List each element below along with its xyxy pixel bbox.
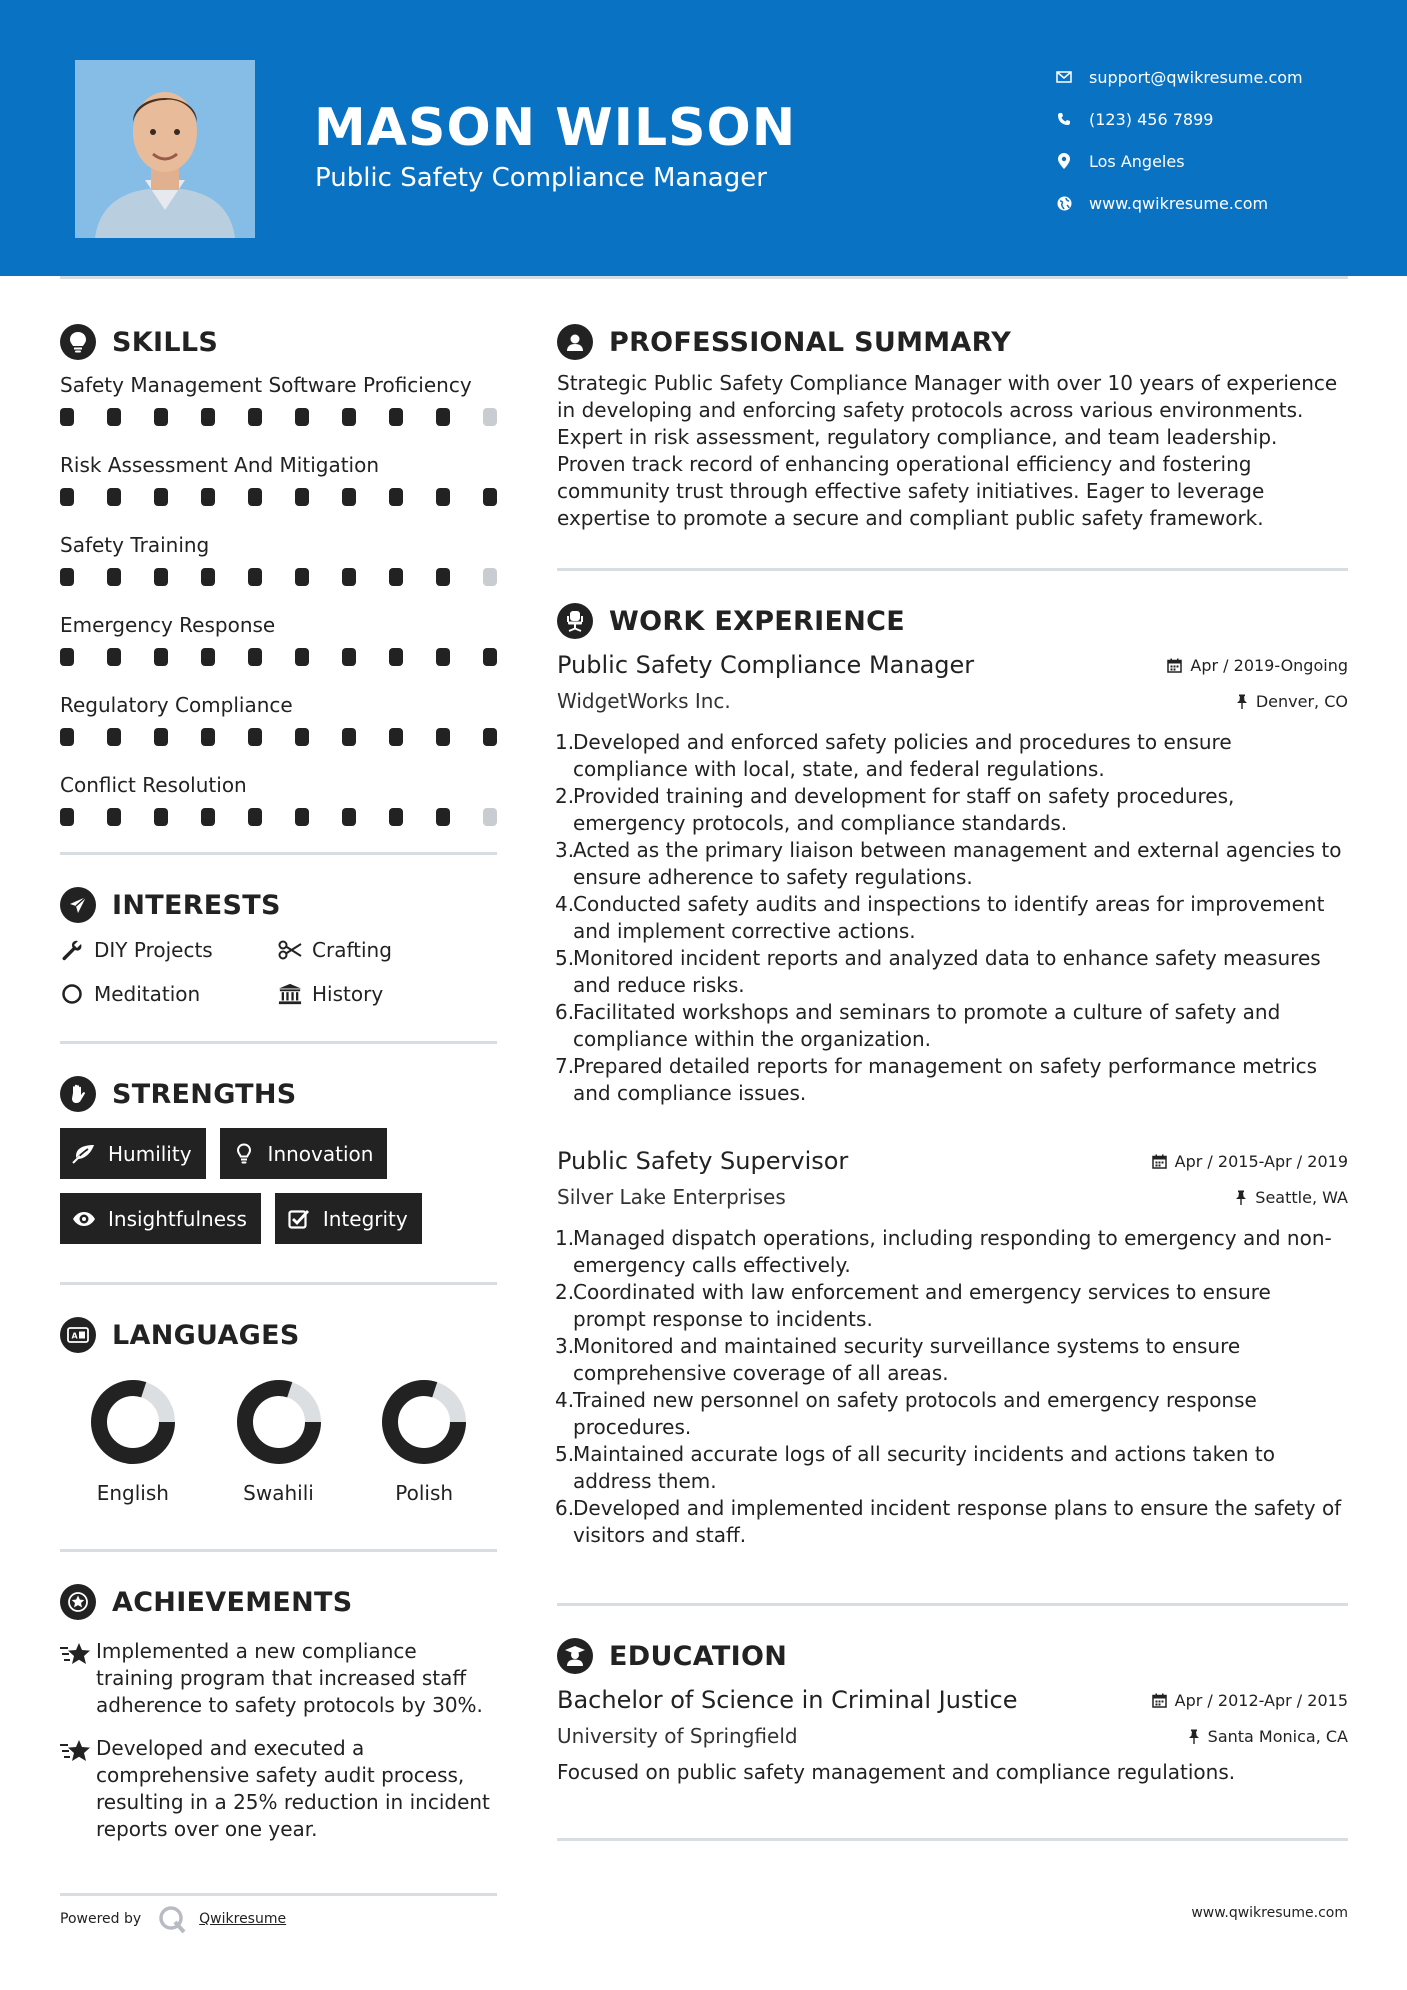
education-description: Focused on public safety management and compliance regulations. bbox=[557, 1760, 1236, 1784]
rating-dot-filled bbox=[107, 808, 121, 826]
rating-dot-filled bbox=[107, 728, 121, 746]
contact-website[interactable] bbox=[1055, 182, 1303, 224]
job-title: Public Safety Supervisor bbox=[557, 1147, 849, 1175]
bullet-number: 6. bbox=[555, 1000, 575, 1024]
rating-dot-filled bbox=[154, 808, 168, 826]
skill-rating bbox=[60, 640, 497, 684]
job-bullets bbox=[557, 1225, 1348, 1549]
pushpin-icon bbox=[1236, 694, 1248, 709]
rating-dot-filled bbox=[436, 808, 450, 826]
bullet-number: 5. bbox=[555, 946, 575, 970]
rating-dot-filled bbox=[389, 808, 403, 826]
strength-tag: Humility bbox=[60, 1128, 206, 1179]
contact-list bbox=[1055, 56, 1303, 224]
education-heading: EDUCATION bbox=[557, 1634, 1348, 1678]
bullet-number: 7. bbox=[555, 1054, 575, 1078]
job-entry bbox=[557, 1147, 1348, 1549]
skill-name: Conflict Resolution bbox=[60, 773, 247, 797]
rating-dot-filled bbox=[60, 408, 74, 426]
job-bullet: 5. Maintained accurate logs of all security incidents and actions taken to address them. bbox=[555, 1442, 1275, 1493]
interests-list bbox=[60, 937, 497, 1007]
rating-dot-filled bbox=[248, 648, 262, 666]
rating-dot-filled bbox=[436, 488, 450, 506]
rating-dot-filled bbox=[436, 728, 450, 746]
interest-item: Meditation bbox=[60, 981, 278, 1007]
rating-dot-filled bbox=[248, 488, 262, 506]
skill-item bbox=[60, 370, 497, 444]
paper-plane-icon bbox=[60, 887, 96, 923]
skill-item bbox=[60, 530, 497, 604]
rating-dot-filled bbox=[389, 648, 403, 666]
lightbulb-icon bbox=[60, 324, 96, 360]
rating-dot-filled bbox=[295, 728, 309, 746]
rating-dot-filled bbox=[436, 408, 450, 426]
rating-dot-filled bbox=[342, 808, 356, 826]
education-school-row bbox=[557, 1724, 1348, 1748]
achievements-heading: ACHIEVEMENTS bbox=[60, 1580, 497, 1624]
footer-website[interactable]: www.qwikresume.com bbox=[1191, 1905, 1348, 1921]
qwikresume-link[interactable]: Qwikresume bbox=[199, 1911, 287, 1927]
languages-list bbox=[60, 1377, 497, 1505]
rating-dot-filled bbox=[248, 728, 262, 746]
rating-dot-filled bbox=[107, 648, 121, 666]
rating-dot-filled bbox=[248, 808, 262, 826]
footer-powered-by: Powered by Qwikresume bbox=[60, 1904, 497, 1934]
strength-tag: Integrity bbox=[275, 1193, 422, 1244]
rating-dot-filled bbox=[295, 408, 309, 426]
rating-dot-filled bbox=[483, 648, 497, 666]
achievements-list bbox=[60, 1638, 497, 1843]
skill-rating bbox=[60, 800, 497, 844]
rating-dot-filled bbox=[60, 728, 74, 746]
skill-rating bbox=[60, 560, 497, 604]
summary-heading: PROFESSIONAL SUMMARY bbox=[557, 320, 1348, 364]
rating-dot-empty bbox=[483, 568, 497, 586]
star-badge-icon bbox=[60, 1584, 96, 1620]
contact-phone[interactable] bbox=[1055, 98, 1303, 140]
rating-dot-empty bbox=[483, 808, 497, 826]
section-divider bbox=[557, 568, 1348, 571]
candidate-title: Public Safety Compliance Manager bbox=[315, 163, 767, 193]
star-icon bbox=[60, 1638, 96, 1719]
job-title: Public Safety Compliance Manager bbox=[557, 651, 975, 679]
rating-dot-filled bbox=[389, 568, 403, 586]
left-column bbox=[60, 320, 497, 1843]
skills-heading: SKILLS bbox=[60, 320, 497, 364]
leaf-icon bbox=[72, 1142, 96, 1166]
language-card-icon bbox=[60, 1317, 96, 1353]
strengths-heading: STRENGTHS bbox=[60, 1072, 497, 1116]
graduate-icon bbox=[557, 1638, 593, 1674]
job-bullet: 7. Prepared detailed reports for management on safety performance metrics and compliance issues. bbox=[555, 1054, 1318, 1105]
wrench-icon bbox=[60, 938, 84, 962]
rating-dot-filled bbox=[60, 648, 74, 666]
circle-icon bbox=[60, 982, 84, 1006]
job-company: WidgetWorks Inc. bbox=[557, 689, 731, 713]
candidate-name: MASON WILSON bbox=[314, 98, 797, 158]
education-location: Santa Monica, CA bbox=[1188, 1727, 1348, 1746]
job-title-row bbox=[557, 1147, 1348, 1175]
interest-item: DIY Projects bbox=[60, 937, 278, 963]
scissors-icon bbox=[278, 938, 302, 962]
rating-dot-filled bbox=[295, 568, 309, 586]
skill-item bbox=[60, 450, 497, 524]
contact-location-text: Los Angeles bbox=[1089, 151, 1185, 171]
strength-tag: Insightfulness bbox=[60, 1193, 261, 1244]
job-bullet: 3. Monitored and maintained security surveillance systems to ensure comprehensive coverage of all areas. bbox=[555, 1334, 1241, 1385]
rating-dot-filled bbox=[389, 728, 403, 746]
skills-list bbox=[60, 370, 497, 844]
rating-dot-filled bbox=[342, 648, 356, 666]
job-bullet: 1. Developed and enforced safety policies and procedures to ensure compliance with local, state, and federal regulations. bbox=[555, 730, 1232, 781]
skill-name: Safety Management Software Proficiency bbox=[60, 373, 472, 397]
rating-dot-filled bbox=[483, 728, 497, 746]
rating-dot-filled bbox=[201, 568, 215, 586]
rating-dot-filled bbox=[60, 568, 74, 586]
contact-website-text: www.qwikresume.com bbox=[1089, 193, 1269, 213]
rating-dot-filled bbox=[201, 728, 215, 746]
contact-phone-text: (123) 456 7899 bbox=[1089, 109, 1214, 129]
skill-rating bbox=[60, 480, 497, 524]
star-icon bbox=[60, 1735, 96, 1843]
language-label: Swahili bbox=[243, 1481, 314, 1505]
language-donut bbox=[234, 1377, 324, 1467]
rating-dot-filled bbox=[201, 488, 215, 506]
job-bullet: 5. Monitored incident reports and analyzed data to enhance safety measures and reduce risks. bbox=[555, 946, 1321, 997]
right-column bbox=[557, 320, 1348, 1841]
rating-dot-filled bbox=[483, 488, 497, 506]
school: University of Springfield bbox=[557, 1724, 798, 1748]
skill-name: Safety Training bbox=[60, 533, 210, 557]
section-divider bbox=[60, 852, 497, 855]
bullet-number: 3. bbox=[555, 1334, 575, 1358]
contact-email-text: support@qwikresume.com bbox=[1089, 67, 1303, 87]
contact-email[interactable] bbox=[1055, 56, 1303, 98]
section-divider bbox=[60, 1041, 497, 1044]
footer-divider bbox=[60, 1893, 497, 1896]
rating-dot-filled bbox=[60, 808, 74, 826]
landmark-icon bbox=[278, 982, 302, 1006]
calendar-icon bbox=[1167, 658, 1182, 673]
section-divider bbox=[557, 1603, 1348, 1606]
job-date: Apr / 2015-Apr / 2019 bbox=[1152, 1152, 1348, 1171]
interest-item: History bbox=[278, 981, 497, 1007]
bullet-number: 3. bbox=[555, 838, 575, 862]
education-date: Apr / 2012-Apr / 2015 bbox=[1152, 1691, 1348, 1710]
rating-dot-filled bbox=[107, 568, 121, 586]
section-divider bbox=[557, 1838, 1348, 1841]
language-label: English bbox=[96, 1481, 169, 1505]
qwikresume-logo-icon bbox=[157, 1904, 187, 1934]
language-label: Polish bbox=[395, 1481, 454, 1505]
rating-dot-filled bbox=[107, 488, 121, 506]
globe-icon bbox=[1055, 194, 1073, 212]
bullet-number: 1. bbox=[555, 1226, 575, 1250]
rating-dot-filled bbox=[154, 488, 168, 506]
job-bullet: 1. Managed dispatch operations, including responding to emergency and non-emergency calls effectively. bbox=[555, 1226, 1332, 1277]
rating-dot-filled bbox=[201, 408, 215, 426]
language-donut bbox=[88, 1377, 178, 1467]
contact-location bbox=[1055, 140, 1303, 182]
eye-icon bbox=[72, 1207, 96, 1231]
achievement-item: Developed and executed a comprehensive safety audit process, resulting in a 25% reduction in incident reports over one year. bbox=[60, 1735, 497, 1843]
job-bullet: 2. Coordinated with law enforcement and emergency services to ensure prompt response to incidents. bbox=[555, 1280, 1271, 1331]
job-location: Denver, CO bbox=[1236, 692, 1348, 711]
skill-name: Regulatory Compliance bbox=[60, 693, 293, 717]
envelope-icon bbox=[1055, 68, 1073, 86]
rating-dot-filled bbox=[342, 568, 356, 586]
lightbulb-icon bbox=[232, 1142, 256, 1166]
rating-dot-filled bbox=[436, 648, 450, 666]
degree: Bachelor of Science in Criminal Justice bbox=[557, 1686, 1018, 1714]
skill-item bbox=[60, 770, 497, 844]
interests-heading: INTERESTS bbox=[60, 883, 497, 927]
experience-heading: WORK EXPERIENCE bbox=[557, 599, 1348, 643]
rating-dot-filled bbox=[154, 568, 168, 586]
rating-dot-filled bbox=[342, 488, 356, 506]
job-company-row bbox=[557, 689, 1348, 713]
jobs-list bbox=[557, 651, 1348, 1549]
achievement-item: Implemented a new compliance training program that increased staff adherence to safety protocols by 30%. bbox=[60, 1638, 497, 1719]
rating-dot-filled bbox=[295, 488, 309, 506]
rating-dot-filled bbox=[248, 568, 262, 586]
job-bullet: 4. Trained new personnel on safety protocols and emergency response procedures. bbox=[555, 1388, 1257, 1439]
skill-name: Emergency Response bbox=[60, 613, 276, 637]
education-title-row bbox=[557, 1686, 1348, 1714]
bullet-number: 6. bbox=[555, 1496, 575, 1520]
strength-tag: Innovation bbox=[220, 1128, 388, 1179]
skill-rating bbox=[60, 400, 497, 444]
job-bullet: 2. Provided training and development for staff on safety procedures, emergency protocols, and compliance standards. bbox=[555, 784, 1235, 835]
summary-text: Strategic Public Safety Compliance Manager with over 10 years of experience in developing and enforcing safety protocols across various environments. Expert in risk assessment, regulatory compliance, and team leadership. Proven track record of enhancing operational efficiency and fostering community trust through effective safety initiatives. Eager to leverage expertise to promote a secure and compliant public safety framework. bbox=[557, 371, 1338, 530]
skill-rating bbox=[60, 720, 497, 764]
bullet-number: 1. bbox=[555, 730, 575, 754]
job-bullet: 4. Conducted safety audits and inspections to identify areas for improvement and implement corrective actions. bbox=[555, 892, 1325, 943]
rating-dot-filled bbox=[295, 808, 309, 826]
job-company: Silver Lake Enterprises bbox=[557, 1185, 786, 1209]
job-bullets bbox=[557, 729, 1348, 1107]
rating-dot-filled bbox=[107, 408, 121, 426]
rating-dot-empty bbox=[483, 408, 497, 426]
rating-dot-filled bbox=[295, 648, 309, 666]
language-item bbox=[351, 1377, 497, 1505]
language-item bbox=[60, 1377, 206, 1505]
language-donut bbox=[379, 1377, 469, 1467]
pushpin-icon bbox=[1235, 1190, 1247, 1205]
skill-item bbox=[60, 610, 497, 684]
svg-text:A: A bbox=[71, 1331, 78, 1341]
job-title-row bbox=[557, 651, 1348, 679]
rating-dot-filled bbox=[154, 728, 168, 746]
bullet-number: 5. bbox=[555, 1442, 575, 1466]
phone-icon bbox=[1055, 110, 1073, 128]
job-entry bbox=[557, 651, 1348, 1107]
section-divider bbox=[60, 1549, 497, 1552]
calendar-icon bbox=[1152, 1693, 1167, 1708]
skill-name: Risk Assessment And Mitigation bbox=[60, 453, 380, 477]
rating-dot-filled bbox=[154, 408, 168, 426]
rating-dot-filled bbox=[389, 408, 403, 426]
check-square-icon bbox=[287, 1207, 311, 1231]
rating-dot-filled bbox=[342, 728, 356, 746]
pushpin-icon bbox=[1188, 1729, 1200, 1744]
bullet-number: 4. bbox=[555, 1388, 575, 1412]
job-company-row bbox=[557, 1185, 1348, 1209]
job-date: Apr / 2019-Ongoing bbox=[1167, 656, 1348, 675]
rating-dot-filled bbox=[342, 408, 356, 426]
interest-item: Crafting bbox=[278, 937, 497, 963]
rating-dot-filled bbox=[389, 488, 403, 506]
rating-dot-filled bbox=[248, 408, 262, 426]
header-divider bbox=[60, 276, 1348, 279]
language-item bbox=[206, 1377, 352, 1505]
job-bullet: 6. Facilitated workshops and seminars to promote a culture of safety and compliance within the organization. bbox=[555, 1000, 1281, 1051]
rating-dot-filled bbox=[201, 648, 215, 666]
map-pin-icon bbox=[1055, 152, 1073, 170]
calendar-icon bbox=[1152, 1154, 1167, 1169]
job-bullet: 6. Developed and implemented incident response plans to ensure the safety of visitors and staff. bbox=[555, 1496, 1342, 1547]
resume-header bbox=[0, 0, 1407, 276]
job-location: Seattle, WA bbox=[1235, 1188, 1348, 1207]
rating-dot-filled bbox=[201, 808, 215, 826]
rating-dot-filled bbox=[436, 568, 450, 586]
rating-dot-filled bbox=[60, 488, 74, 506]
strengths-list bbox=[60, 1128, 497, 1244]
user-icon bbox=[557, 324, 593, 360]
office-chair-icon bbox=[557, 603, 593, 639]
bullet-number: 4. bbox=[555, 892, 575, 916]
languages-heading: A LANGUAGES bbox=[60, 1313, 497, 1357]
section-divider bbox=[60, 1282, 497, 1285]
job-bullet: 3. Acted as the primary liaison between management and external agencies to ensure adherence to safety regulations. bbox=[555, 838, 1342, 889]
profile-photo bbox=[75, 60, 255, 238]
hand-icon bbox=[60, 1076, 96, 1112]
bullet-number: 2. bbox=[555, 784, 575, 808]
bullet-number: 2. bbox=[555, 1280, 575, 1304]
skill-item bbox=[60, 690, 497, 764]
rating-dot-filled bbox=[154, 648, 168, 666]
